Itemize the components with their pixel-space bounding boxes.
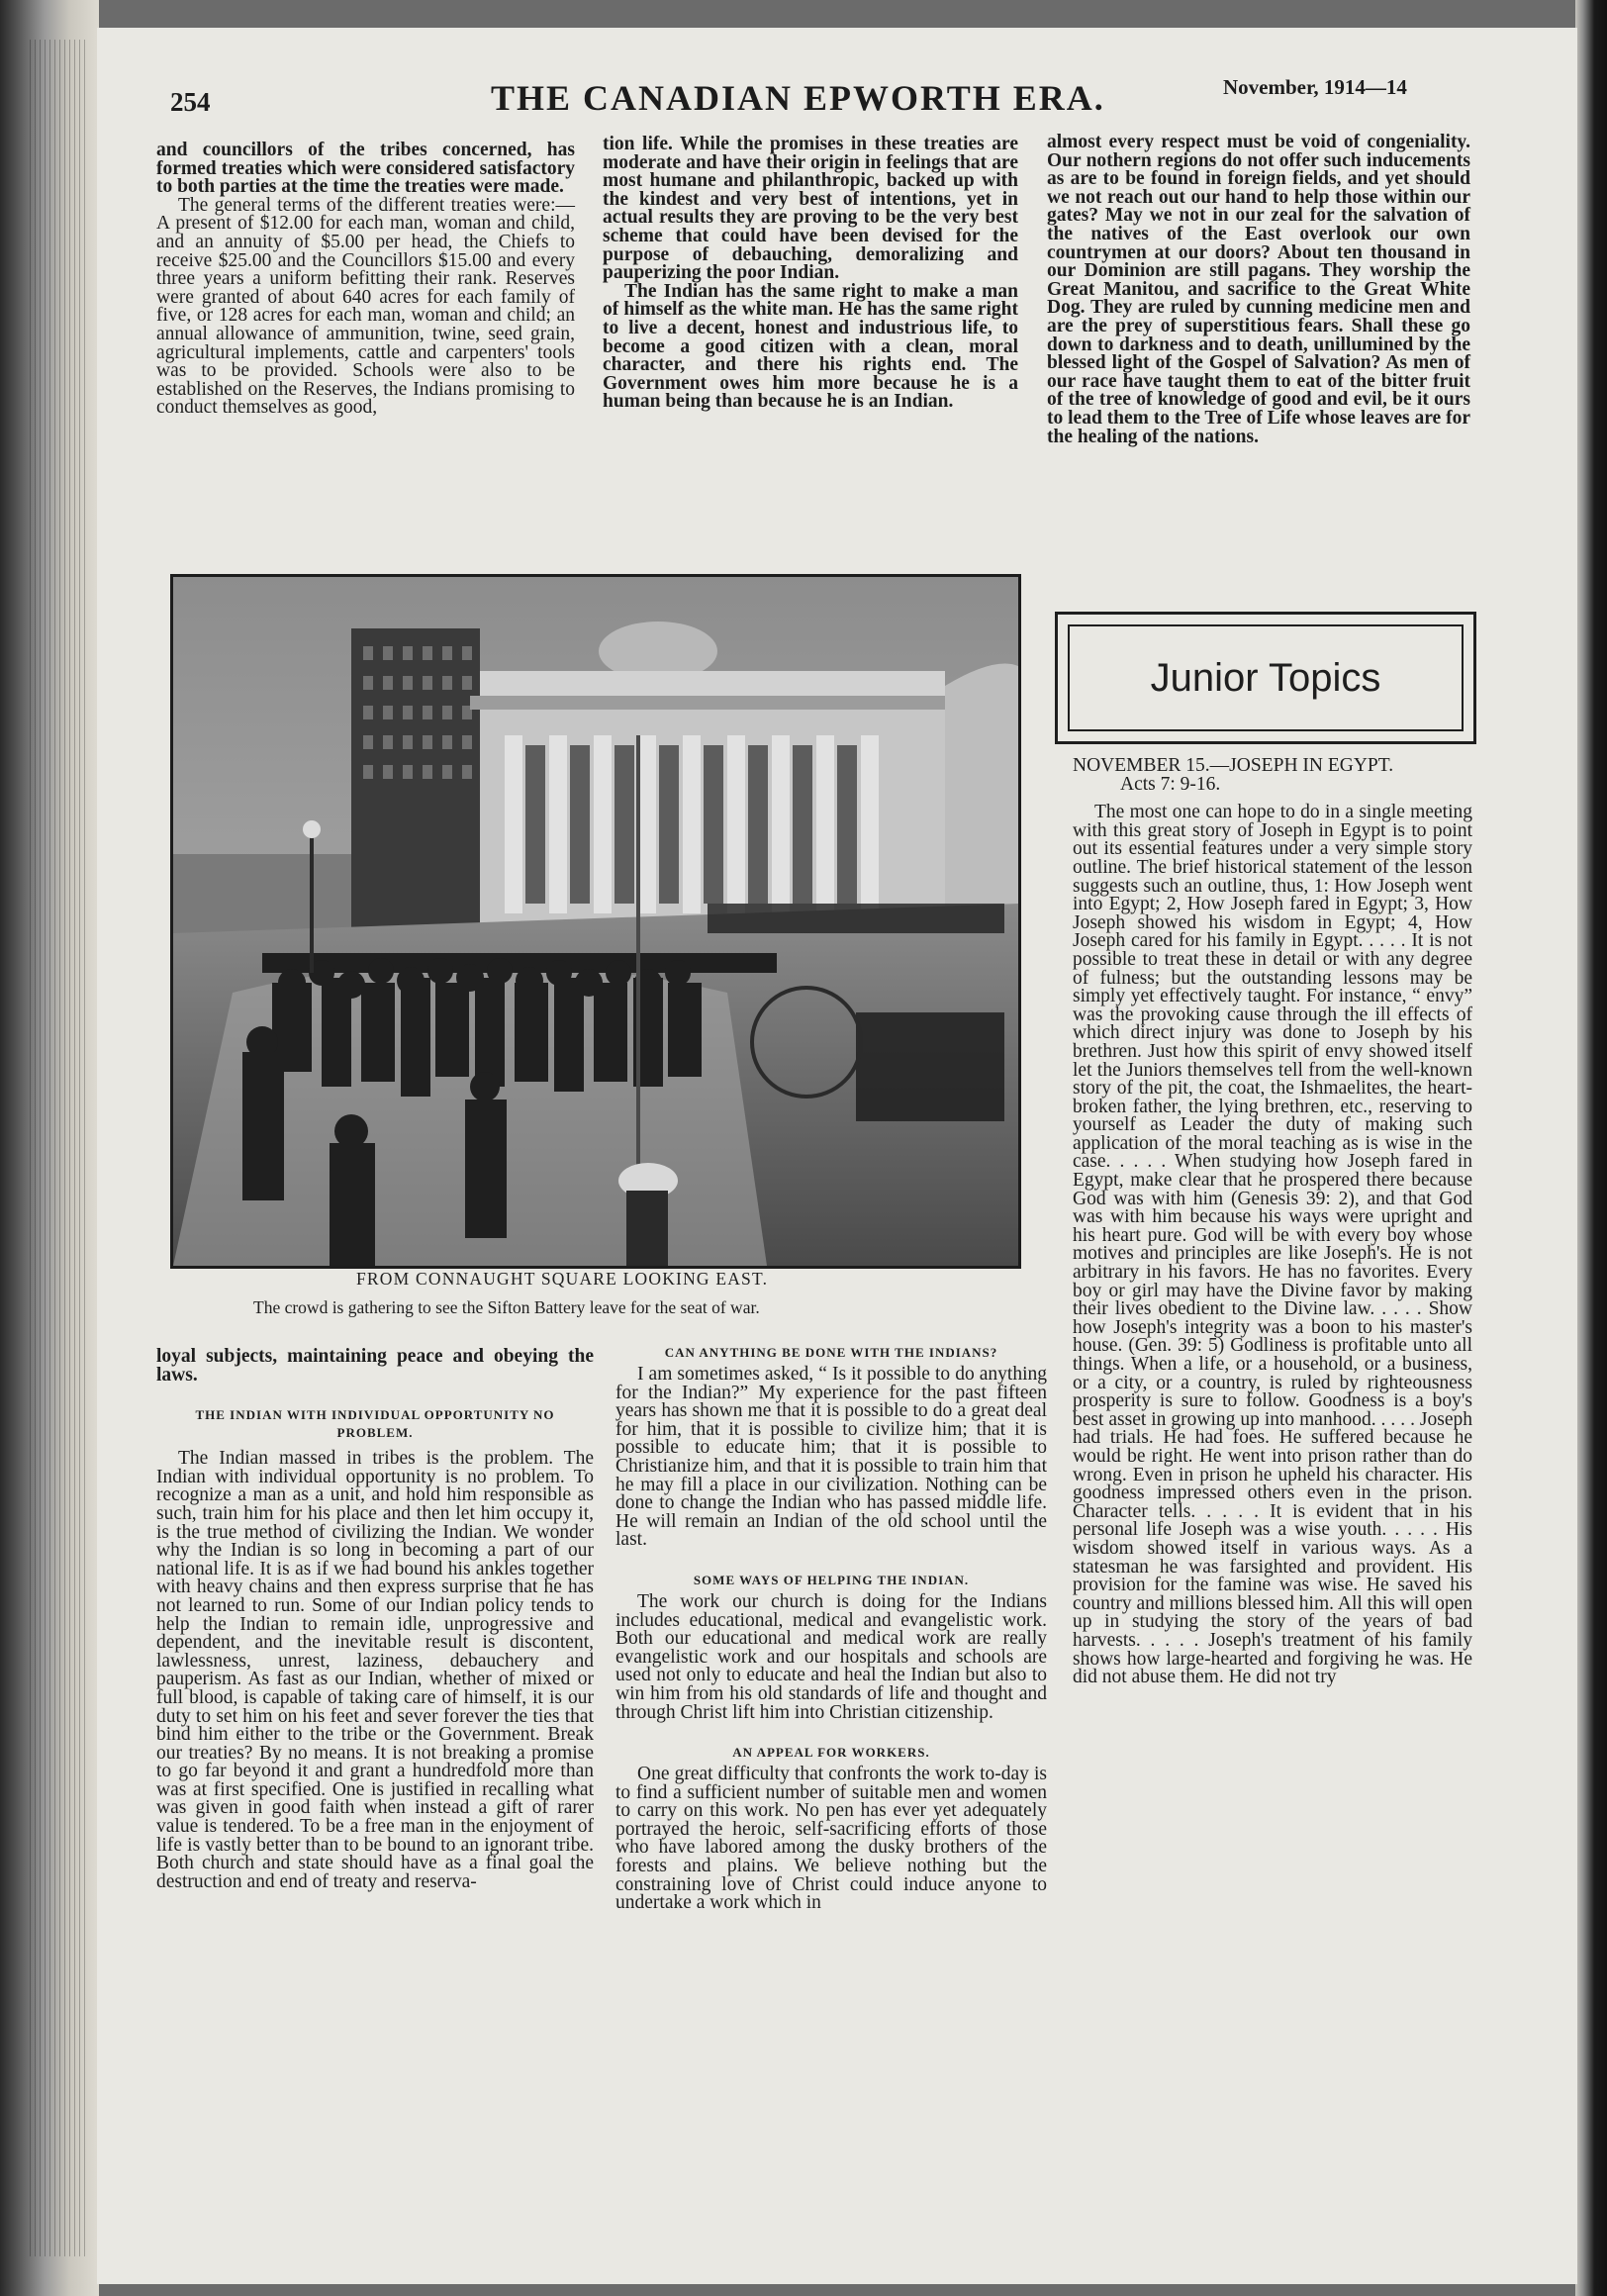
junior-topics-inner-frame xyxy=(1068,624,1464,731)
photo-caption-text: The crowd is gathering to see the Sifton Battery leave for the seat of war. xyxy=(253,1297,760,1317)
page-number: 254 xyxy=(170,87,211,117)
column-1 xyxy=(156,142,575,418)
paragraph: almost every respect must be void of congeniality. Our nothern regions do not offer such inducements as are to be found in foreign fields, and yet should we not reach out our hand to help those within our gates? May we not in our zeal for the salvation of the natives of the East overlook our own countrymen at our doors? About ten thousand in our Dominion are still pagans. They worship the Great Manitou, and sacrifice to the Great White Dog. They are ruled by cunning medicine men and are the prey of superstitious fears. Shall these go down to darkness and to death, unillumined by the blessed light of the Gospel of Salvation? As men of our race have taught them to eat of the bitter fruit of the tree of knowledge of good and evil, be it ours to lead them to the Tree of Life whose leaves are for the healing of the nations. xyxy=(1047,132,1470,447)
lesson-heading: NOVEMBER 15.—JOSEPH IN EGYPT. xyxy=(1073,755,1394,776)
junior-topics-title: Junior Topics xyxy=(1150,655,1381,700)
section-heading: SOME WAYS OF HELPING THE INDIAN. xyxy=(693,1572,970,1587)
issue-date: November, 1914—14 xyxy=(1223,75,1407,99)
column-6 xyxy=(1073,757,1472,1687)
column-4 xyxy=(156,1348,594,1891)
book-spine xyxy=(0,0,99,2296)
paragraph: and councillors of the tribes concerned, has formed treaties which were considered satisfactory to both parties at the time the treaties were made. xyxy=(156,140,575,198)
section-heading: CAN ANYTHING BE DONE WITH THE INDIANS? xyxy=(664,1345,998,1360)
page-edges xyxy=(30,40,89,2256)
column-3 xyxy=(1047,134,1470,446)
paragraph: The Indian massed in tribes is the problem. The Indian with individual opportunity is no problem. To recognize a man as a unit, and hold him responsible as such, train him for his place and then let him occupy it, is the true method of civilizing the Indian. We wonder why the Indian is so long in becoming a part of our national life. It is as if we had bound his ankles together with heavy chains and then express surprise that he has not learned to run. Some of our Indian policy tends to help the Indian to remain idle, unprogressive and dependent, and the inevitable result is discontent, lawlessness, unrest, laziness, debauchery and pauperism. As fast as our Indian, whether of mixed or full blood, is capable of taking care of himself, it is our duty to set him on his feet and sever forever the ties that bind him either to the tribe or the Government. Break our treaties? By no means. It is not breaking a promise to go far beyond it and grant a hundredfold more than was at first specified. One is justified in recalling what was given in good faith when instead a gift of rarer value is tendered. To be a free man in the enjoyment of life is vastly better than to be bound to an ignorant tribe. Both church and state should have as a final goal the destruction and end of treaty and reserva- xyxy=(156,1448,594,1892)
section-heading: AN APPEAL FOR WORKERS. xyxy=(732,1745,930,1761)
paragraph: I am sometimes asked, “ Is it possible to do anything for the Indian?” My experience for the past fifteen years has shown me that it is possible to do a great deal for him, that it is possible to civilize him; that it is possible to educate him; that it is possible to Christianize him, and that it is possible to train him that he may fill a place in our civilization. Nothing can be done to change the Indian who has passed middle life. He will remain an Indian of the old school until the last. xyxy=(615,1364,1047,1551)
lesson-reference: Acts 7: 9-16. xyxy=(1120,773,1221,795)
paragraph: loyal subjects, maintaining peace and obeying the laws. xyxy=(156,1346,594,1386)
section-heading: THE INDIAN WITH INDIVIDUAL OPPORTUNITY NO PROBLEM. xyxy=(195,1407,555,1441)
column-2 xyxy=(603,136,1018,412)
paragraph: The Indian has the same right to make a man of himself as the white man. He has the same right to live a decent, honest and industrious life, to become a good citizen with a clean, moral character, and there his rights end. The Government owes him more because he is a human being than because he is an Indian. xyxy=(603,280,1018,413)
paragraph: The most one can hope to do in a single meeting with this great story of Joseph in Egypt is to point out its essential features under a very simple story outline. The brief historical statement of the lesson suggests such an outline, thus, 1: How Joseph went into Egypt; 2, How Joseph fared in Egypt; 3, How Joseph showed his wisdom in Egypt; 4, How Joseph cared for his family in Egypt. . . . . It is not possible to treat these in detail or with any degree of fulness; but the outstanding lessons may be simply yet effectively taught. For instance, “ envy” was the provoking cause through the ill effects of which direct injury was done to Joseph by his brethren. Just how this spirit of envy showed itself let the Juniors themselves tell from the well-known story of the pit, the coat, the Ishmaelites, the heart-broken father, the lying brethren, etc., reserving to yourself as Leader the duty of making such application of the moral teaching as is wise in the case. . . . . When studying how Joseph fared in Egypt, make clear that he prospered there because God was with him (Genesis 39: 2), and that God was with him because his ways were upright and his heart pure. God will be with every boy whose motives and principles are like Joseph's. He is not arbitrary in his favors. He has no favorites. Every boy or girl may have the Divine favor by making their lives obedient to the Divine law. . . . . Show how Joseph's integrity was a boon to his master's house. (Gen. 39: 5) Godliness is profitable unto all things. When a life, or a household, or a business, or a city, or a country, is ruled by righteousness prosperity is sure to follow. Goodness is a boy's best asset in growing up into manhood. . . . . Joseph had trials. He had foes. He suffered because he would be right. He went into prison rather than do wrong. Even in prison he upheld his character. His goodness impressed others even in the prison. Character tells. . . . . It is evident that in his personal life Joseph was a wise youth. . . . . His wisdom showed itself in various ways. As a statesman he was farsighted and provident. His provision for the famine was wise. He saved his country and millions blessed him. All this will open up in studying the story of the years of bad harvests. . . . . Joseph's treatment of his family shows how large-hearted and forgiving he was. He did not abuse them. He did not try xyxy=(1073,802,1472,1688)
paragraph: tion life. While the promises in these treaties are moderate and have their origin in feelings that are most humane and philanthropic, backed up with the kindest and very best of intentions, yet in actual results they are proving to be the very best scheme that could have been devised for the purpose of debauching, demoralizing and pauperizing the poor Indian. xyxy=(603,134,1018,284)
column-5 xyxy=(615,1344,1047,1913)
street-photo xyxy=(170,574,1021,1269)
paragraph: One great difficulty that confronts the work to-day is to find a sufficient number of suitable men and women to carry on this work. No pen has ever yet adequately portrayed the heroic, self-sacrificing efforts of those who have labored among the dusky brothers of the forests and plains. We believe nothing but the constraining love of Christ could induce anyone to undertake a work which in xyxy=(615,1764,1047,1914)
photo-caption-title: FROM CONNAUGHT SQUARE LOOKING EAST. xyxy=(356,1269,769,1289)
paragraph: The general terms of the different treaties were:—A present of $12.00 for each man, woman and child, and an annuity of $5.00 per head, the Chiefs to receive $25.00 and the Councillors $15.00 and every three years a uniform befitting their rank. Reserves were granted of about 640 acres for each family of five, or 128 acres for each man, woman and child; an annual allowance of ammunition, twine, seed grain, agricultural implements, cattle and carpenters' tools was to be provided. Schools were also to be established on the Reserves, the Indians promising to conduct themselves as good, xyxy=(156,194,575,419)
junior-topics-box xyxy=(1055,612,1476,744)
paragraph: The work our church is doing for the Indians includes educational, medical and evangelistic work. Both our educational and medical work are really evangelistic work and our hospitals and schools are used not only to educate and heal the Indian but also to win him from his old standards of life and thought and through Christ lift him into Christian citizenship. xyxy=(615,1590,1047,1723)
photo-illustration xyxy=(173,577,1018,1266)
magazine-title: THE CANADIAN EPWORTH ERA. xyxy=(491,78,1105,118)
page-right-edge xyxy=(1575,0,1607,2296)
